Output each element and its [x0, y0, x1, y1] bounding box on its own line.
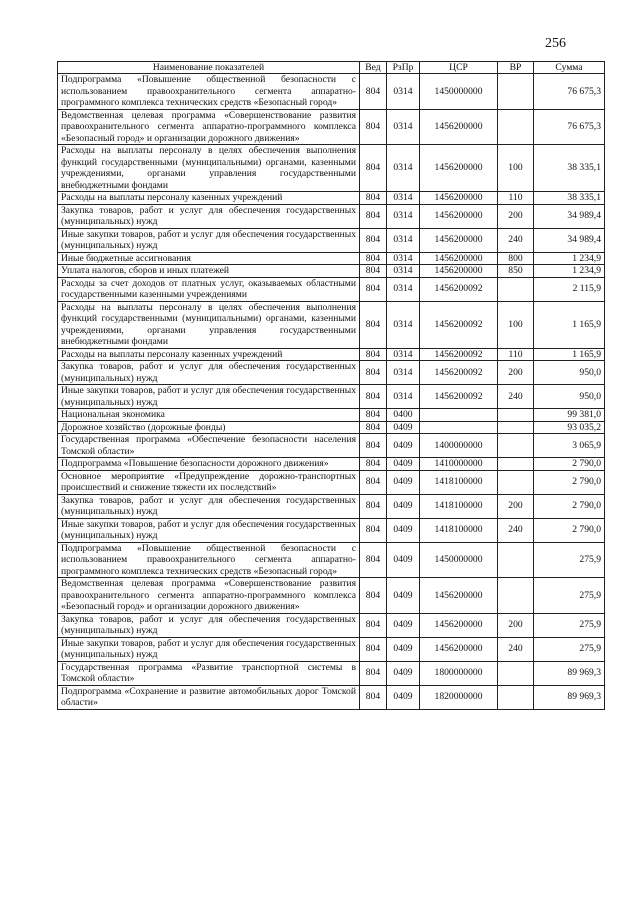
table-row: [58, 265, 605, 278]
cell-rzpr: 0409: [387, 613, 420, 637]
table-row: [58, 361, 605, 385]
cell-name: Подпрограмма «Повышение безопасности дорожного движения»: [58, 458, 360, 471]
cell-ved: 804: [360, 458, 387, 471]
cell-csr: 1800000000: [420, 661, 498, 685]
table-row: [58, 348, 605, 361]
cell-rzpr: 0314: [387, 145, 420, 192]
cell-vr: 110: [498, 192, 534, 205]
cell-name: Подпрограмма «Сохранение и развитие автомобильных дорог Томской области»: [58, 685, 360, 709]
header-name: Наименование показателей: [58, 62, 360, 74]
header-ved: Вед: [360, 62, 387, 74]
cell-name: Государственная программа «Развитие транспортной системы в Томской области»: [58, 661, 360, 685]
cell-rzpr: 0314: [387, 109, 420, 145]
cell-name: Иные бюджетные ассигнования: [58, 252, 360, 265]
cell-rzpr: 0314: [387, 265, 420, 278]
cell-sum: 275,9: [534, 542, 605, 578]
cell-csr: 1456200000: [420, 145, 498, 192]
table-body: [58, 74, 605, 710]
cell-ved: 804: [360, 494, 387, 518]
cell-sum: 950,0: [534, 361, 605, 385]
table-row: [58, 661, 605, 685]
cell-name: Закупка товаров, работ и услуг для обеспечения государственных (муниципальных) нужд: [58, 204, 360, 228]
cell-name: Государственная программа «Обеспечение безопасности населения Томской области»: [58, 434, 360, 458]
cell-csr: 1456200000: [420, 192, 498, 205]
cell-name: Ведомственная целевая программа «Совершенствование развития правоохранительного сегмента аппаратно-программного комплекса «Безопасный город» и организации дорожного движения»: [58, 578, 360, 614]
cell-csr: [420, 421, 498, 434]
table-row: [58, 494, 605, 518]
cell-name: Расходы на выплаты персоналу в целях обеспечения выполнения функций государственными (муниципальными) органами, казенными учреждениями, органами управления государственными внебюджетными фондами: [58, 145, 360, 192]
cell-rzpr: 0409: [387, 470, 420, 494]
cell-sum: 2 790,0: [534, 494, 605, 518]
cell-csr: 1456200000: [420, 265, 498, 278]
cell-ved: 804: [360, 578, 387, 614]
header-sum: Сумма: [534, 62, 605, 74]
cell-csr: 1418100000: [420, 470, 498, 494]
cell-rzpr: 0409: [387, 685, 420, 709]
cell-ved: 804: [360, 637, 387, 661]
header-csr: ЦСР: [420, 62, 498, 74]
cell-name: Расходы за счет доходов от платных услуг, оказываемых областными государственными казенными учреждениями: [58, 277, 360, 301]
cell-csr: 1400000000: [420, 434, 498, 458]
cell-csr: 1418100000: [420, 518, 498, 542]
cell-rzpr: 0314: [387, 192, 420, 205]
cell-rzpr: 0409: [387, 494, 420, 518]
cell-vr: 200: [498, 204, 534, 228]
cell-ved: 804: [360, 277, 387, 301]
cell-ved: 804: [360, 145, 387, 192]
cell-rzpr: 0409: [387, 637, 420, 661]
cell-vr: 850: [498, 265, 534, 278]
cell-vr: 200: [498, 613, 534, 637]
cell-vr: [498, 421, 534, 434]
cell-name: Иные закупки товаров, работ и услуг для обеспечения государственных (муниципальных) нужд: [58, 518, 360, 542]
cell-vr: [498, 661, 534, 685]
cell-rzpr: 0314: [387, 301, 420, 348]
cell-ved: 804: [360, 409, 387, 422]
cell-sum: 34 989,4: [534, 228, 605, 252]
table-row: [58, 685, 605, 709]
page-number: 256: [545, 36, 566, 51]
table-row: [58, 637, 605, 661]
cell-vr: [498, 685, 534, 709]
cell-vr: [498, 458, 534, 471]
cell-ved: 804: [360, 470, 387, 494]
cell-name: Расходы на выплаты персоналу казенных учреждений: [58, 348, 360, 361]
header-vr: ВР: [498, 62, 534, 74]
cell-rzpr: 0409: [387, 421, 420, 434]
cell-sum: 38 335,1: [534, 192, 605, 205]
cell-rzpr: 0409: [387, 518, 420, 542]
cell-csr: 1456200092: [420, 348, 498, 361]
cell-name: Закупка товаров, работ и услуг для обеспечения государственных (муниципальных) нужд: [58, 494, 360, 518]
cell-name: Расходы на выплаты персоналу в целях обеспечения выполнения функций государственными (муниципальными) органами, казенными учреждениями, органами управления государственными внебюджетными фондами: [58, 301, 360, 348]
cell-name: Иные закупки товаров, работ и услуг для обеспечения государственных (муниципальных) нужд: [58, 228, 360, 252]
table-row: [58, 421, 605, 434]
cell-rzpr: 0409: [387, 542, 420, 578]
cell-vr: 800: [498, 252, 534, 265]
cell-rzpr: 0400: [387, 409, 420, 422]
cell-rzpr: 0409: [387, 434, 420, 458]
cell-name: Национальная экономика: [58, 409, 360, 422]
cell-vr: [498, 542, 534, 578]
cell-vr: 200: [498, 361, 534, 385]
table-row: [58, 542, 605, 578]
table-row: [58, 228, 605, 252]
cell-name: Расходы на выплаты персоналу казенных учреждений: [58, 192, 360, 205]
cell-vr: 240: [498, 637, 534, 661]
table-row: [58, 109, 605, 145]
cell-vr: [498, 578, 534, 614]
cell-ved: 804: [360, 661, 387, 685]
cell-rzpr: 0314: [387, 348, 420, 361]
cell-name: Основное мероприятие «Предупреждение дорожно-транспортных происшествий и снижение тяжести их последствий»: [58, 470, 360, 494]
table-header-row: [58, 62, 605, 74]
cell-ved: 804: [360, 385, 387, 409]
cell-name: Подпрограмма «Повышение общественной безопасности с использованием правоохранительного сегмента аппаратно-программного комплекса технических средств «Безопасный город»: [58, 74, 360, 110]
cell-vr: [498, 277, 534, 301]
cell-csr: 1820000000: [420, 685, 498, 709]
cell-sum: 89 969,3: [534, 685, 605, 709]
cell-sum: 275,9: [534, 613, 605, 637]
cell-rzpr: 0314: [387, 361, 420, 385]
cell-name: Дорожное хозяйство (дорожные фонды): [58, 421, 360, 434]
cell-csr: 1456200000: [420, 578, 498, 614]
table-row: [58, 470, 605, 494]
cell-vr: 200: [498, 494, 534, 518]
cell-ved: 804: [360, 685, 387, 709]
cell-vr: 100: [498, 301, 534, 348]
cell-vr: [498, 434, 534, 458]
cell-csr: 1456200092: [420, 385, 498, 409]
cell-rzpr: 0409: [387, 458, 420, 471]
table-row: [58, 252, 605, 265]
cell-csr: 1456200000: [420, 637, 498, 661]
cell-vr: 240: [498, 228, 534, 252]
cell-sum: 950,0: [534, 385, 605, 409]
cell-sum: 2 790,0: [534, 518, 605, 542]
table-row: [58, 385, 605, 409]
cell-sum: 34 989,4: [534, 204, 605, 228]
cell-sum: 2 790,0: [534, 470, 605, 494]
cell-sum: 1 234,9: [534, 252, 605, 265]
cell-csr: 1456200000: [420, 228, 498, 252]
budget-table: [57, 61, 605, 710]
cell-vr: [498, 409, 534, 422]
cell-name: Уплата налогов, сборов и иных платежей: [58, 265, 360, 278]
table-row: [58, 277, 605, 301]
cell-rzpr: 0314: [387, 277, 420, 301]
cell-ved: 804: [360, 434, 387, 458]
cell-csr: 1456200000: [420, 204, 498, 228]
cell-name: Иные закупки товаров, работ и услуг для обеспечения государственных (муниципальных) нужд: [58, 385, 360, 409]
cell-sum: 275,9: [534, 637, 605, 661]
cell-csr: 1450000000: [420, 542, 498, 578]
cell-csr: 1450000000: [420, 74, 498, 110]
cell-rzpr: 0314: [387, 385, 420, 409]
cell-rzpr: 0314: [387, 204, 420, 228]
cell-ved: 804: [360, 228, 387, 252]
cell-name: Закупка товаров, работ и услуг для обеспечения государственных (муниципальных) нужд: [58, 361, 360, 385]
table-row: [58, 301, 605, 348]
cell-ved: 804: [360, 613, 387, 637]
cell-ved: 804: [360, 109, 387, 145]
cell-rzpr: 0314: [387, 252, 420, 265]
cell-ved: 804: [360, 252, 387, 265]
cell-ved: 804: [360, 192, 387, 205]
cell-ved: 804: [360, 348, 387, 361]
cell-ved: 804: [360, 301, 387, 348]
cell-csr: 1456200000: [420, 252, 498, 265]
cell-sum: 3 065,9: [534, 434, 605, 458]
cell-csr: 1456200092: [420, 301, 498, 348]
table-row: [58, 409, 605, 422]
table-row: [58, 204, 605, 228]
cell-ved: 804: [360, 74, 387, 110]
cell-vr: 110: [498, 348, 534, 361]
cell-vr: 240: [498, 518, 534, 542]
cell-sum: 2 115,9: [534, 277, 605, 301]
cell-rzpr: 0314: [387, 74, 420, 110]
cell-sum: 1 234,9: [534, 265, 605, 278]
cell-name: Закупка товаров, работ и услуг для обеспечения государственных (муниципальных) нужд: [58, 613, 360, 637]
cell-csr: 1410000000: [420, 458, 498, 471]
cell-sum: 93 035,2: [534, 421, 605, 434]
cell-csr: 1456200092: [420, 361, 498, 385]
cell-rzpr: 0314: [387, 228, 420, 252]
cell-sum: 76 675,3: [534, 74, 605, 110]
cell-sum: 99 381,0: [534, 409, 605, 422]
cell-rzpr: 0409: [387, 578, 420, 614]
cell-sum: 275,9: [534, 578, 605, 614]
cell-csr: 1418100000: [420, 494, 498, 518]
cell-ved: 804: [360, 542, 387, 578]
table-row: [58, 613, 605, 637]
cell-sum: 89 969,3: [534, 661, 605, 685]
cell-ved: 804: [360, 204, 387, 228]
cell-rzpr: 0409: [387, 661, 420, 685]
cell-vr: 100: [498, 145, 534, 192]
table-row: [58, 145, 605, 192]
cell-sum: 1 165,9: [534, 348, 605, 361]
cell-vr: [498, 470, 534, 494]
cell-vr: [498, 74, 534, 110]
table-row: [58, 434, 605, 458]
cell-ved: 804: [360, 518, 387, 542]
header-rzpr: РзПр: [387, 62, 420, 74]
cell-sum: 1 165,9: [534, 301, 605, 348]
table-row: [58, 74, 605, 110]
cell-csr: [420, 409, 498, 422]
cell-vr: 240: [498, 385, 534, 409]
cell-ved: 804: [360, 421, 387, 434]
cell-sum: 76 675,3: [534, 109, 605, 145]
table-row: [58, 578, 605, 614]
cell-ved: 804: [360, 361, 387, 385]
table-row: [58, 458, 605, 471]
cell-csr: 1456200000: [420, 613, 498, 637]
cell-sum: 2 790,0: [534, 458, 605, 471]
cell-name: Иные закупки товаров, работ и услуг для обеспечения государственных (муниципальных) нужд: [58, 637, 360, 661]
cell-csr: 1456200092: [420, 277, 498, 301]
table-row: [58, 518, 605, 542]
cell-csr: 1456200000: [420, 109, 498, 145]
cell-vr: [498, 109, 534, 145]
cell-name: Подпрограмма «Повышение общественной безопасности с использованием правоохранительного сегмента аппаратно-программного комплекса технических средств «Безопасный город»: [58, 542, 360, 578]
cell-ved: 804: [360, 265, 387, 278]
cell-sum: 38 335,1: [534, 145, 605, 192]
cell-name: Ведомственная целевая программа «Совершенствование развития правоохранительного сегмента аппаратно-программного комплекса «Безопасный город» и организации дорожного движения»: [58, 109, 360, 145]
table-row: [58, 192, 605, 205]
